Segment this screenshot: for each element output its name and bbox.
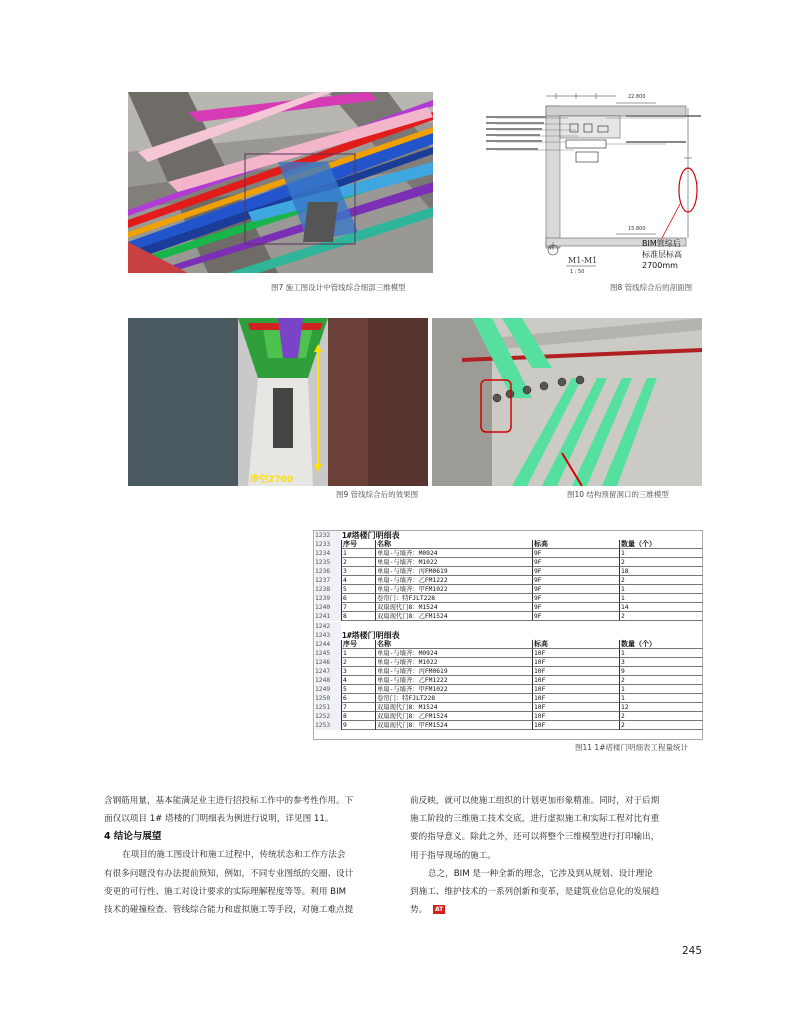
table-row bbox=[313, 585, 701, 594]
table-cell: 单扇-与墙齐：M0924 bbox=[375, 549, 533, 558]
table-header-cell: 标高 bbox=[532, 540, 620, 549]
table-row bbox=[313, 721, 701, 730]
table-cell: 双扇现代门8：乙FM1524 bbox=[375, 612, 533, 621]
end-mark-icon: AT bbox=[434, 906, 444, 914]
table-cell: 3 bbox=[619, 658, 703, 667]
table-cell: 单扇-与墙齐：乙FM1222 bbox=[375, 576, 533, 585]
table-row bbox=[313, 649, 701, 658]
table-cell: 14 bbox=[619, 603, 703, 612]
table-cell: 单扇-与墙齐：甲FM1022 bbox=[375, 585, 533, 594]
table-cell: 9F bbox=[532, 558, 620, 567]
table-header-cell: 名称 bbox=[375, 540, 533, 549]
table-cell: 7 bbox=[341, 603, 376, 612]
row-number: 1238 bbox=[315, 585, 341, 594]
row-number: 1244 bbox=[315, 640, 341, 649]
table-cell: 单扇-与墙齐：M1022 bbox=[375, 558, 533, 567]
clearance-label: 净空2700 bbox=[250, 475, 294, 485]
table-row bbox=[313, 576, 701, 585]
table-cell: 单扇-与墙齐：丙FM0619 bbox=[375, 667, 533, 676]
table-cell: 单扇-与墙齐：丙FM0619 bbox=[375, 567, 533, 576]
table-row bbox=[313, 667, 701, 676]
row-number: 1236 bbox=[315, 567, 341, 576]
table-row bbox=[313, 567, 701, 576]
row-number: 1234 bbox=[315, 549, 341, 558]
paragraph-line: 总之，BIM 是一种全新的理念，它涉及到从规划、设计理论 bbox=[428, 868, 653, 879]
paragraph-line: 含钢筋用量，基本能满足业主进行招投标工作中的参考性作用。下 bbox=[104, 796, 354, 806]
paragraph-line: 变更的可行性、施工对设计要求的实际理解程度等等。利用 BIM bbox=[104, 886, 347, 897]
elevation-bottom-label: 15.800 bbox=[628, 226, 646, 232]
table-cell: 2 bbox=[619, 676, 703, 685]
table-cell: 2 bbox=[341, 658, 376, 667]
table-cell: 1 bbox=[619, 649, 703, 658]
table-title: 1#塔楼门明细表 bbox=[342, 531, 400, 540]
table-row bbox=[313, 712, 701, 721]
table-cell: 9F bbox=[532, 594, 620, 603]
figure-9-caption: 图9 管线综合后的效果图 bbox=[336, 490, 419, 499]
row-number: 1245 bbox=[315, 649, 341, 658]
table-cell: 单扇-与墙齐：乙FM1222 bbox=[375, 676, 533, 685]
table-cell: 2 bbox=[619, 558, 703, 567]
table-row bbox=[313, 603, 701, 612]
table-cell: 9 bbox=[619, 667, 703, 676]
row-number: 1251 bbox=[315, 703, 341, 712]
row-number: 1233 bbox=[315, 540, 341, 549]
section-label: M1-M1 bbox=[568, 256, 598, 265]
table-cell: 6 bbox=[341, 694, 376, 703]
table-row bbox=[313, 612, 701, 621]
table-cell: 9 bbox=[341, 721, 376, 730]
bim-annotation: BIM管综后 标准层标高 2700mm bbox=[642, 239, 682, 270]
paragraph-line: 技术的碰撞检查、管线综合能力和虚拟施工等手段，对施工难点提 bbox=[104, 905, 354, 916]
table-cell: 1 bbox=[619, 594, 703, 603]
table-row bbox=[313, 549, 701, 558]
figure-7-image bbox=[128, 92, 433, 273]
table-cell: 7 bbox=[341, 703, 376, 712]
table-cell: 2 bbox=[619, 712, 703, 721]
table-cell: 2 bbox=[619, 612, 703, 621]
door-schedule-table bbox=[313, 531, 701, 737]
figure-10-image bbox=[432, 318, 702, 486]
table-cell: 1 bbox=[341, 649, 376, 658]
table-cell: 2 bbox=[341, 558, 376, 567]
table-cell: 8 bbox=[341, 612, 376, 621]
table-header-cell: 序号 bbox=[341, 640, 376, 649]
table-cell: 双扇现代门8：甲FM1524 bbox=[375, 721, 533, 730]
table-cell: 4 bbox=[341, 576, 376, 585]
table-cell: 10F bbox=[532, 676, 620, 685]
row-number: 1239 bbox=[315, 594, 341, 603]
paragraph-line: 在项目的施工图设计和施工过程中，传统状态和工作方法会 bbox=[122, 850, 346, 861]
table-title-row bbox=[313, 631, 701, 640]
table-cell: 9F bbox=[532, 612, 620, 621]
row-number: 1237 bbox=[315, 576, 341, 585]
paragraph-line: 要的指导意义。除此之外，还可以将整个三维模型进行打印输出， bbox=[410, 832, 660, 843]
table-header-row bbox=[313, 640, 701, 649]
table-row bbox=[313, 594, 701, 603]
table-cell: 5 bbox=[341, 585, 376, 594]
table-cell: 18 bbox=[619, 567, 703, 576]
table-cell: 1 bbox=[619, 585, 703, 594]
table-row bbox=[313, 685, 701, 694]
table-header-cell: 序号 bbox=[341, 540, 376, 549]
table-cell: 10F bbox=[532, 685, 620, 694]
row-number: 1248 bbox=[315, 676, 341, 685]
paragraph-line: 施工阶段的三维施工技术交底，进行虚拟施工和实际工程对比有重 bbox=[410, 814, 660, 825]
table-cell: 10F bbox=[532, 703, 620, 712]
table-cell: 10F bbox=[532, 721, 620, 730]
table-cell: 10F bbox=[532, 694, 620, 703]
table-header-cell: 数量（个） bbox=[619, 540, 703, 549]
figure-11-caption: 图11 1#塔楼门明细表工程量统计 bbox=[575, 743, 688, 752]
table-cell: 12 bbox=[619, 703, 703, 712]
table-cell: 9F bbox=[532, 603, 620, 612]
table-cell: 10F bbox=[532, 712, 620, 721]
paragraph-line: 用于指导现场的施工。 bbox=[410, 850, 496, 861]
table-cell: 10F bbox=[532, 649, 620, 658]
table-cell: 单扇-与墙齐：M0924 bbox=[375, 649, 533, 658]
table-cell: 2 bbox=[619, 576, 703, 585]
figure-8-caption: 图8 管线综合后的剖面图 bbox=[610, 283, 693, 292]
axis-label: H bbox=[550, 246, 554, 252]
table-header-cell: 数量（个） bbox=[619, 640, 703, 649]
table-row bbox=[313, 558, 701, 567]
table-cell: 卷帘门：特FJLT228 bbox=[375, 694, 533, 703]
table-cell: 2 bbox=[619, 721, 703, 730]
table-cell: 10F bbox=[532, 658, 620, 667]
paragraph-line: 前反映，就可以使施工组织的计划更加形象精准。同时，对于后期 bbox=[410, 796, 660, 806]
figure-8-drawing bbox=[466, 88, 706, 278]
table-row bbox=[313, 676, 701, 685]
table-title: 1#塔楼门明细表 bbox=[342, 630, 400, 640]
row-number: 1241 bbox=[315, 612, 341, 621]
table-cell: 9F bbox=[532, 567, 620, 576]
table-cell: 双扇现代门8：M1524 bbox=[375, 603, 533, 612]
table-cell: 双扇现代门8：M1524 bbox=[375, 703, 533, 712]
page-number: 245 bbox=[682, 945, 703, 957]
table-row bbox=[313, 658, 701, 667]
table-blank-row bbox=[313, 622, 701, 631]
paragraph-line: 有很多问题没有办法提前预知，例如，不同专业图纸的交圈、设计 bbox=[104, 868, 354, 879]
table-title-row bbox=[313, 531, 701, 540]
table-cell: 单扇-与墙齐：甲FM1022 bbox=[375, 685, 533, 694]
table-row bbox=[313, 694, 701, 703]
row-number: 1249 bbox=[315, 685, 341, 694]
scale-label: 1 : 50 bbox=[570, 269, 585, 275]
figure-9-image bbox=[128, 318, 428, 486]
table-cell: 1 bbox=[619, 694, 703, 703]
section-heading: 4 结论与展望 bbox=[104, 831, 162, 843]
table-cell: 6 bbox=[341, 594, 376, 603]
table-cell: 9F bbox=[532, 585, 620, 594]
table-cell: 10F bbox=[532, 667, 620, 676]
table-cell: 1 bbox=[341, 549, 376, 558]
row-number: 1246 bbox=[315, 658, 341, 667]
table-cell: 单扇-与墙齐：M1022 bbox=[375, 658, 533, 667]
elevation-top-label: 22.800 bbox=[628, 94, 646, 100]
figure-7-caption: 图7 施工图设计中管线综合细部三维模型 bbox=[271, 283, 406, 292]
body-left-column bbox=[104, 792, 399, 919]
table-cell: 1 bbox=[619, 685, 703, 694]
table-cell: 3 bbox=[341, 567, 376, 576]
paragraph-line: 面仅以项目 1# 塔楼的门明细表为例进行说明，详见图 11。 bbox=[104, 814, 334, 825]
table-cell: 1 bbox=[619, 549, 703, 558]
row-number: 1232 bbox=[315, 531, 341, 540]
table-cell: 9F bbox=[532, 549, 620, 558]
row-number: 1253 bbox=[315, 721, 341, 730]
table-cell: 卷帘门：特FJLT228 bbox=[375, 594, 533, 603]
table-cell: 8 bbox=[341, 712, 376, 721]
row-number: 1252 bbox=[315, 712, 341, 721]
paragraph-line bbox=[410, 901, 705, 919]
body-right-column bbox=[410, 792, 705, 919]
row-number: 1242 bbox=[315, 622, 341, 631]
table-header-row bbox=[313, 540, 701, 549]
row-number: 1240 bbox=[315, 603, 341, 612]
paragraph-line-end: 势。 bbox=[410, 905, 428, 916]
table-cell: 9F bbox=[532, 576, 620, 585]
table-cell: 3 bbox=[341, 667, 376, 676]
row-number: 1243 bbox=[315, 631, 341, 640]
row-number: 1247 bbox=[315, 667, 341, 676]
paragraph-line: 到施工、维护技术的一系列创新和变革，是建筑业信息化的发展趋 bbox=[410, 887, 660, 898]
table-cell: 5 bbox=[341, 685, 376, 694]
figure-10-caption: 图10 结构预留洞口的三维模型 bbox=[567, 490, 669, 499]
table-row bbox=[313, 703, 701, 712]
table-cell: 4 bbox=[341, 676, 376, 685]
row-number: 1235 bbox=[315, 558, 341, 567]
table-header-cell: 标高 bbox=[532, 640, 620, 649]
table-header-cell: 名称 bbox=[375, 640, 533, 649]
row-number: 1250 bbox=[315, 694, 341, 703]
table-cell: 双扇现代门8：乙FM1524 bbox=[375, 712, 533, 721]
